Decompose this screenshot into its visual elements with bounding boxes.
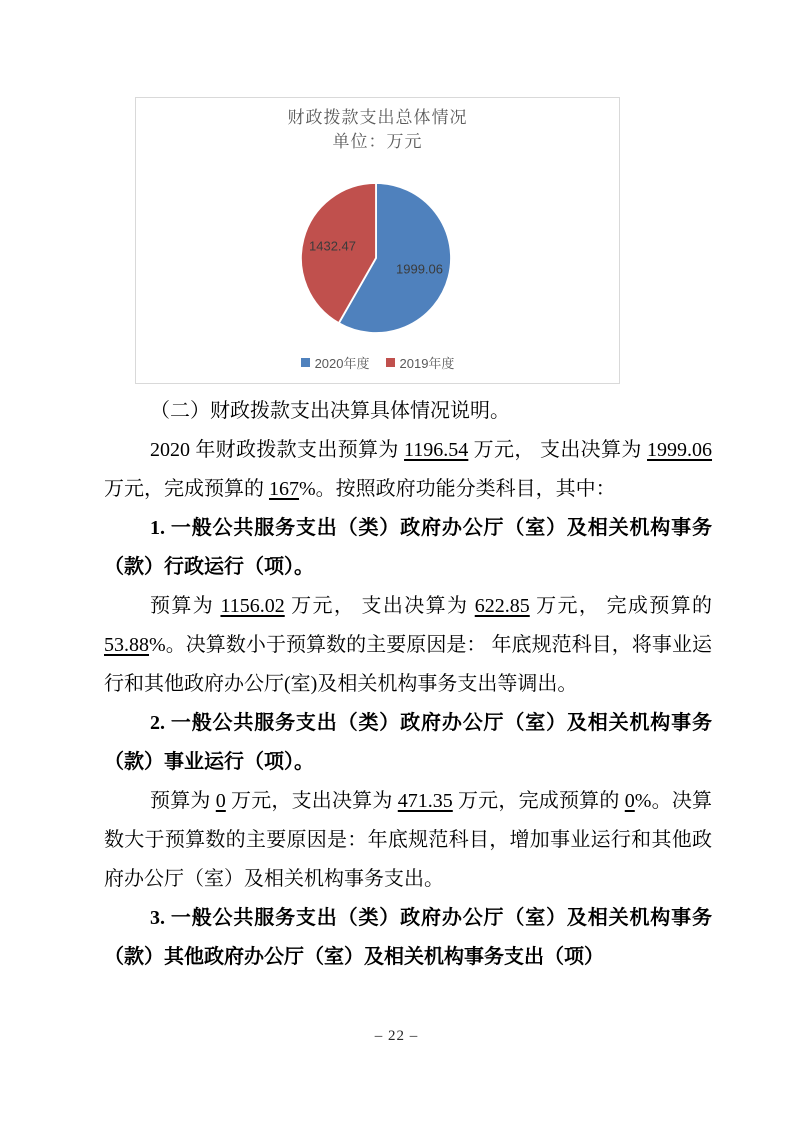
text-run: 万元，完成预算的 xyxy=(452,790,625,812)
text-run: 1. 一般公共服务支出（类）政府办公厅（室）及相关机构事务（款）行政运行（项）。 xyxy=(104,517,712,578)
text-run: 2. 一般公共服务支出（类）政府办公厅（室）及相关机构事务（款）事业运行（项）。 xyxy=(104,712,712,773)
paragraph-item-1-detail xyxy=(104,587,712,704)
text-run: 预算为 xyxy=(150,790,216,812)
underlined-value: 1196.54 xyxy=(404,439,469,461)
chart-title: 财政拨款支出总体情况 xyxy=(287,108,468,127)
pie-chart-card xyxy=(135,97,620,384)
legend-swatch-2020 xyxy=(301,358,310,367)
legend-swatch-2019 xyxy=(386,358,395,367)
legend-item-2019 xyxy=(386,353,455,372)
underlined-value: 1999.06 xyxy=(647,439,713,461)
chart-legend xyxy=(136,353,619,372)
text-run: 万元， 支出决算为 xyxy=(284,595,475,617)
text-run: %。决算数大于预算数的主要原因是：年底规范科目，增加事业运行和其他政府办公厅（室）及相关机构事务支出。 xyxy=(104,790,713,890)
underlined-value: 53.88 xyxy=(104,634,149,656)
page-number: – 22 – xyxy=(374,1028,419,1044)
document-body xyxy=(104,392,712,977)
text-run: 万元， 支出决算为 xyxy=(468,439,648,461)
legend-label-2020: 2020年度 xyxy=(314,356,370,371)
legend-item-2020 xyxy=(301,353,370,372)
text-run: 预算为 xyxy=(150,595,221,617)
pie-data-label: 1432.47 xyxy=(309,238,356,254)
chart-subtitle: 单位：万元 xyxy=(332,132,423,151)
underlined-value: 167 xyxy=(269,478,299,500)
chart-title-block xyxy=(136,106,619,154)
underlined-value: 0 xyxy=(624,790,635,812)
underlined-value: 0 xyxy=(215,790,226,812)
pie-data-label: 1999.06 xyxy=(396,261,443,277)
paragraph-overview xyxy=(104,431,712,509)
underlined-value: 471.35 xyxy=(397,790,453,812)
text-run: 万元，完成预算的 xyxy=(104,478,269,500)
text-run: 3. 一般公共服务支出（类）政府办公厅（室）及相关机构事务（款）其他政府办公厅（室）及相关机构事务支出（项） xyxy=(104,907,712,968)
heading-item-1 xyxy=(104,509,712,587)
text-run: %。按照政府功能分类科目，其中： xyxy=(299,478,616,500)
text-run: %。决算数小于预算数的主要原因是： 年底规范科目，将事业运行和其他政府办公厅(室)及相关机构事务支出等调出。 xyxy=(104,634,712,695)
heading-item-3 xyxy=(104,899,712,977)
legend-label-2019: 2019年度 xyxy=(399,356,455,371)
heading-item-2 xyxy=(104,704,712,782)
text-run: 万元， 完成预算的 xyxy=(529,595,713,617)
underlined-value: 1156.02 xyxy=(220,595,285,617)
paragraph-item-2-detail xyxy=(104,782,712,899)
underlined-value: 622.85 xyxy=(474,595,530,617)
text-run: （二）财政拨款支出决算具体情况说明。 xyxy=(150,400,510,422)
text-run: 万元，支出决算为 xyxy=(225,790,398,812)
paragraph-section-heading xyxy=(104,392,712,431)
text-run: 2020 年财政拨款支出预算为 xyxy=(150,439,405,461)
